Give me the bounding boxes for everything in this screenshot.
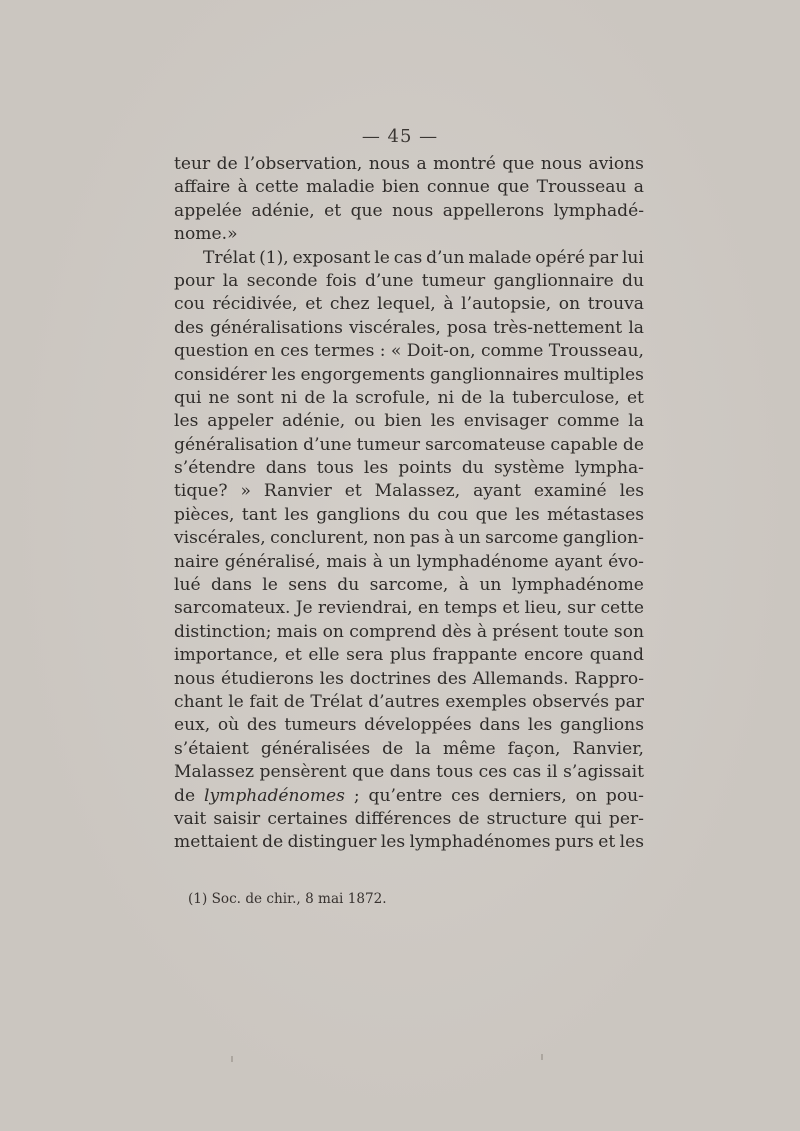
word: non bbox=[373, 528, 406, 549]
word: chez bbox=[329, 294, 370, 315]
word: où bbox=[217, 715, 240, 736]
word: des bbox=[174, 317, 204, 338]
word: : bbox=[379, 341, 386, 362]
word: l’autopsie, bbox=[461, 294, 552, 315]
word: qu’entre bbox=[368, 785, 443, 806]
word: façon, bbox=[507, 738, 561, 759]
word: de bbox=[622, 434, 644, 455]
text-line bbox=[174, 270, 644, 293]
word: et bbox=[626, 387, 644, 408]
paper-speck bbox=[541, 1054, 543, 1060]
word: on bbox=[558, 294, 581, 315]
word: que bbox=[352, 762, 385, 783]
word: considérer bbox=[174, 364, 267, 385]
word: ces bbox=[280, 341, 309, 362]
word: par bbox=[614, 691, 644, 712]
word: exemples bbox=[445, 691, 527, 712]
text-line bbox=[174, 574, 644, 597]
word: question bbox=[174, 341, 249, 362]
word: vait bbox=[174, 808, 207, 829]
word: pièces, bbox=[174, 504, 235, 525]
word: les bbox=[619, 832, 644, 853]
word: à bbox=[372, 551, 383, 572]
word: multiples bbox=[563, 364, 644, 385]
word: naire bbox=[174, 551, 219, 572]
word: lequel, bbox=[377, 294, 436, 315]
word: Malassez bbox=[174, 762, 255, 783]
word: de bbox=[216, 154, 238, 174]
word: Je bbox=[295, 598, 313, 619]
word: a bbox=[633, 177, 644, 198]
word: un bbox=[458, 528, 481, 549]
word: s’agissait bbox=[563, 762, 644, 783]
word: que bbox=[502, 154, 535, 174]
text-line bbox=[174, 831, 644, 854]
text-line bbox=[174, 808, 644, 831]
text-line bbox=[174, 340, 644, 363]
text-line bbox=[174, 527, 644, 550]
word: sarcome, bbox=[369, 575, 449, 596]
word: lymphadénomes bbox=[409, 832, 551, 853]
word: son bbox=[613, 621, 644, 642]
text-line bbox=[174, 691, 644, 714]
word: à bbox=[443, 294, 454, 315]
word: la bbox=[222, 270, 239, 291]
word: ne bbox=[208, 387, 230, 408]
word: tumeur bbox=[421, 270, 486, 291]
word: les bbox=[174, 411, 199, 432]
word: par bbox=[588, 247, 619, 268]
word: de bbox=[458, 808, 480, 829]
word: les bbox=[363, 458, 389, 479]
word: que bbox=[497, 177, 530, 198]
word: tous bbox=[316, 458, 354, 479]
paper-speck bbox=[231, 1056, 233, 1062]
word: évo- bbox=[608, 551, 644, 572]
word: envisager bbox=[463, 411, 549, 432]
word: les bbox=[284, 504, 309, 525]
text-line bbox=[174, 597, 644, 620]
word: cette bbox=[255, 177, 299, 198]
word: lymphadénomes bbox=[203, 785, 345, 806]
word: termes bbox=[314, 341, 375, 362]
word: de bbox=[262, 832, 284, 853]
word: à bbox=[237, 177, 248, 198]
word: viscérales, bbox=[349, 317, 441, 338]
word: les bbox=[380, 832, 406, 853]
word: lymphadénome bbox=[511, 575, 644, 596]
word: capable bbox=[550, 434, 618, 455]
word: les bbox=[619, 481, 644, 502]
word: les bbox=[271, 364, 296, 385]
word: posa bbox=[446, 317, 488, 338]
word: saisir bbox=[213, 808, 261, 829]
word: et bbox=[502, 598, 520, 619]
word: observés bbox=[532, 691, 610, 712]
word: généralisation bbox=[174, 434, 299, 455]
word: avions bbox=[588, 154, 644, 174]
word: ou bbox=[354, 411, 376, 432]
word: la bbox=[415, 738, 431, 759]
word: seconde bbox=[246, 270, 318, 291]
word: cas bbox=[512, 762, 542, 783]
word: affaire bbox=[174, 177, 231, 198]
word: Trousseau bbox=[536, 177, 627, 198]
word: dès bbox=[441, 621, 472, 642]
word: « bbox=[390, 341, 402, 362]
word: tumeurs bbox=[284, 715, 357, 736]
word: on bbox=[322, 621, 344, 642]
word: appeler bbox=[207, 411, 274, 432]
text-line bbox=[174, 153, 644, 176]
text-line bbox=[174, 247, 644, 270]
text-line bbox=[174, 317, 644, 340]
word: eux, bbox=[174, 715, 211, 736]
text-line bbox=[174, 644, 644, 667]
word: examiné bbox=[533, 481, 607, 502]
word: frappante bbox=[432, 645, 518, 666]
text-line bbox=[174, 364, 644, 387]
word: des bbox=[436, 668, 467, 689]
word: généralisées bbox=[260, 738, 371, 759]
footnote: (1) Soc. de chir., 8 mai 1872. bbox=[188, 891, 387, 907]
word: connue bbox=[426, 177, 490, 198]
text-line bbox=[174, 387, 644, 410]
word: quand bbox=[589, 645, 644, 666]
word: chant bbox=[174, 691, 223, 712]
word: ces bbox=[478, 762, 508, 783]
body-text bbox=[174, 153, 644, 855]
word: mais bbox=[276, 621, 318, 642]
word: qui bbox=[574, 808, 602, 829]
word: a bbox=[416, 154, 427, 174]
word: maladie bbox=[306, 177, 375, 198]
word: cou bbox=[437, 504, 469, 525]
word: sont bbox=[236, 387, 274, 408]
word: bien bbox=[384, 411, 422, 432]
word: de bbox=[382, 738, 404, 759]
word: elle bbox=[308, 645, 340, 666]
word: l’observation, bbox=[244, 154, 363, 174]
word: du bbox=[461, 458, 484, 479]
page-number: — 45 — bbox=[361, 126, 439, 147]
word: que bbox=[350, 200, 383, 221]
word: (1), bbox=[259, 247, 289, 268]
word: ni bbox=[280, 387, 298, 408]
word: reviendrai, bbox=[317, 598, 413, 619]
word: distinguer bbox=[287, 832, 377, 853]
word: dans bbox=[210, 575, 252, 596]
word: lué bbox=[174, 575, 201, 596]
word: bien bbox=[382, 177, 420, 198]
word: Malassez, bbox=[374, 481, 461, 502]
text-line bbox=[174, 621, 644, 644]
word: à bbox=[476, 621, 488, 642]
word: tant bbox=[241, 504, 277, 525]
word: tuberculose, bbox=[512, 387, 620, 408]
word: nome. bbox=[174, 224, 228, 245]
word: adénie, bbox=[281, 411, 346, 432]
word: opéré bbox=[535, 247, 585, 268]
word: s’étaient bbox=[174, 738, 249, 759]
text-line bbox=[174, 551, 644, 574]
word: et bbox=[305, 294, 323, 315]
word: très-nettement bbox=[493, 317, 623, 338]
word: lymphadénome bbox=[416, 551, 549, 572]
text-line bbox=[174, 668, 644, 691]
word: Ranvier, bbox=[572, 738, 644, 759]
word: sera bbox=[346, 645, 384, 666]
word: certaines bbox=[267, 808, 348, 829]
word: lympha- bbox=[574, 458, 644, 479]
word: les bbox=[319, 668, 344, 689]
word: viscérales, bbox=[174, 528, 266, 549]
text-line bbox=[174, 457, 644, 480]
word: que bbox=[475, 504, 508, 525]
word: nous bbox=[392, 200, 434, 221]
word: dans bbox=[479, 715, 521, 736]
word: structure bbox=[486, 808, 568, 829]
word: temps bbox=[444, 598, 498, 619]
word: on bbox=[575, 785, 597, 806]
word: derniers, bbox=[488, 785, 567, 806]
word: toute bbox=[563, 621, 609, 642]
word: » bbox=[240, 481, 251, 502]
word: conclurent, bbox=[270, 528, 369, 549]
word: pas bbox=[409, 528, 440, 549]
word: et bbox=[284, 645, 302, 666]
text-line bbox=[174, 434, 644, 457]
word: qui bbox=[174, 387, 202, 408]
word: points bbox=[398, 458, 452, 479]
word: différences bbox=[354, 808, 452, 829]
word: mettaient bbox=[174, 832, 258, 853]
word: comme bbox=[557, 411, 620, 432]
word: ayant bbox=[473, 481, 521, 502]
word: encore bbox=[523, 645, 584, 666]
word: la bbox=[489, 387, 505, 408]
word: Doit-on, bbox=[406, 341, 476, 362]
word: comme bbox=[480, 341, 544, 362]
word: et bbox=[324, 200, 342, 221]
word: la bbox=[332, 387, 349, 408]
text-line bbox=[174, 293, 644, 316]
word: du bbox=[407, 504, 430, 525]
word: en bbox=[253, 341, 275, 362]
word: système bbox=[494, 458, 565, 479]
word: ni bbox=[437, 387, 455, 408]
word: du bbox=[622, 270, 644, 291]
word: en bbox=[417, 598, 439, 619]
word: un bbox=[479, 575, 502, 596]
word: de bbox=[304, 387, 326, 408]
word: montré bbox=[433, 154, 496, 174]
word: ayant bbox=[554, 551, 603, 572]
word: fois bbox=[325, 270, 357, 291]
text-line bbox=[174, 504, 644, 527]
word: appelée bbox=[174, 200, 242, 221]
text-line bbox=[174, 785, 644, 808]
text-line bbox=[174, 738, 644, 761]
word: et bbox=[598, 832, 616, 853]
text-line bbox=[174, 761, 644, 784]
text-line bbox=[174, 200, 644, 223]
word: pour bbox=[174, 270, 215, 291]
word: métastases bbox=[547, 504, 644, 525]
word: ganglionnaire bbox=[493, 270, 614, 291]
word: ganglion- bbox=[562, 528, 644, 549]
word: pensèrent bbox=[259, 762, 347, 783]
word: distinction; bbox=[174, 621, 272, 642]
word: Ranvier bbox=[263, 481, 332, 502]
text-line bbox=[174, 714, 644, 737]
word: s’étendre bbox=[174, 458, 256, 479]
word: le bbox=[262, 575, 278, 596]
word: plus bbox=[389, 645, 427, 666]
word: du bbox=[337, 575, 360, 596]
text-line bbox=[174, 410, 644, 433]
word: tous bbox=[436, 762, 474, 783]
word: tique? bbox=[174, 481, 228, 502]
word: Allemands. bbox=[472, 668, 569, 689]
word: Rappro- bbox=[574, 668, 644, 689]
word: cou bbox=[174, 294, 205, 315]
word: les bbox=[430, 411, 455, 432]
word: nous bbox=[540, 154, 582, 174]
word: il bbox=[546, 762, 558, 783]
word: exposant bbox=[292, 247, 371, 268]
word: per- bbox=[608, 808, 644, 829]
text-line bbox=[174, 480, 644, 503]
word: la bbox=[628, 411, 644, 432]
word: Trousseau, bbox=[548, 341, 644, 362]
word: sur bbox=[567, 598, 596, 619]
text-line bbox=[174, 176, 644, 199]
word: purs bbox=[554, 832, 594, 853]
word: cas bbox=[393, 247, 423, 268]
word: cette bbox=[600, 598, 644, 619]
word: étudierons bbox=[220, 668, 314, 689]
word: le bbox=[228, 691, 244, 712]
word: appellerons bbox=[442, 200, 545, 221]
word: lymphadé- bbox=[553, 200, 644, 221]
word: développées bbox=[364, 715, 472, 736]
word: teur bbox=[174, 154, 211, 174]
word: d’une bbox=[364, 270, 414, 291]
word: récidivée, bbox=[212, 294, 298, 315]
word: lui bbox=[621, 247, 644, 268]
word: la bbox=[628, 317, 644, 338]
word: sarcomateux. bbox=[174, 598, 291, 619]
word: importance, bbox=[174, 645, 279, 666]
word: dans bbox=[265, 458, 307, 479]
word: nous bbox=[174, 668, 216, 689]
word: Trélat bbox=[203, 247, 256, 268]
word: un bbox=[388, 551, 411, 572]
word: nous bbox=[368, 154, 410, 174]
word: généralisé, bbox=[224, 551, 321, 572]
word: Trélat bbox=[310, 691, 363, 712]
word: de bbox=[174, 785, 196, 806]
word: scrofule, bbox=[355, 387, 431, 408]
word: d’un bbox=[426, 247, 465, 268]
word: mais bbox=[326, 551, 367, 572]
word: fait bbox=[249, 691, 279, 712]
word: lieu, bbox=[524, 598, 563, 619]
word: » bbox=[227, 224, 238, 245]
word: sens bbox=[288, 575, 327, 596]
word: tumeur bbox=[356, 434, 421, 455]
word: généralisations bbox=[210, 317, 343, 338]
word: à bbox=[444, 528, 455, 549]
word: à bbox=[458, 575, 469, 596]
text-line bbox=[174, 223, 644, 246]
word: ces bbox=[451, 785, 480, 806]
word: présent bbox=[492, 621, 559, 642]
word: même bbox=[442, 738, 496, 759]
word: trouva bbox=[587, 294, 644, 315]
word: et bbox=[344, 481, 362, 502]
word: des bbox=[246, 715, 277, 736]
word: de bbox=[461, 387, 483, 408]
word: pou- bbox=[605, 785, 644, 806]
word: ganglions bbox=[559, 715, 644, 736]
word: engorgements bbox=[300, 364, 426, 385]
word: adénie, bbox=[251, 200, 315, 221]
word: de bbox=[283, 691, 305, 712]
word: ; bbox=[353, 785, 360, 806]
word: sarcomateuse bbox=[425, 434, 546, 455]
word: les bbox=[527, 715, 553, 736]
word: sarcome bbox=[485, 528, 559, 549]
word: dans bbox=[389, 762, 431, 783]
word: d’une bbox=[303, 434, 352, 455]
word: ganglions bbox=[316, 504, 401, 525]
word: d’autres bbox=[368, 691, 440, 712]
word: malade bbox=[468, 247, 532, 268]
word: les bbox=[515, 504, 540, 525]
word: ganglionnaires bbox=[429, 364, 559, 385]
word: le bbox=[374, 247, 390, 268]
word: comprend bbox=[349, 621, 437, 642]
word: doctrines bbox=[349, 668, 432, 689]
